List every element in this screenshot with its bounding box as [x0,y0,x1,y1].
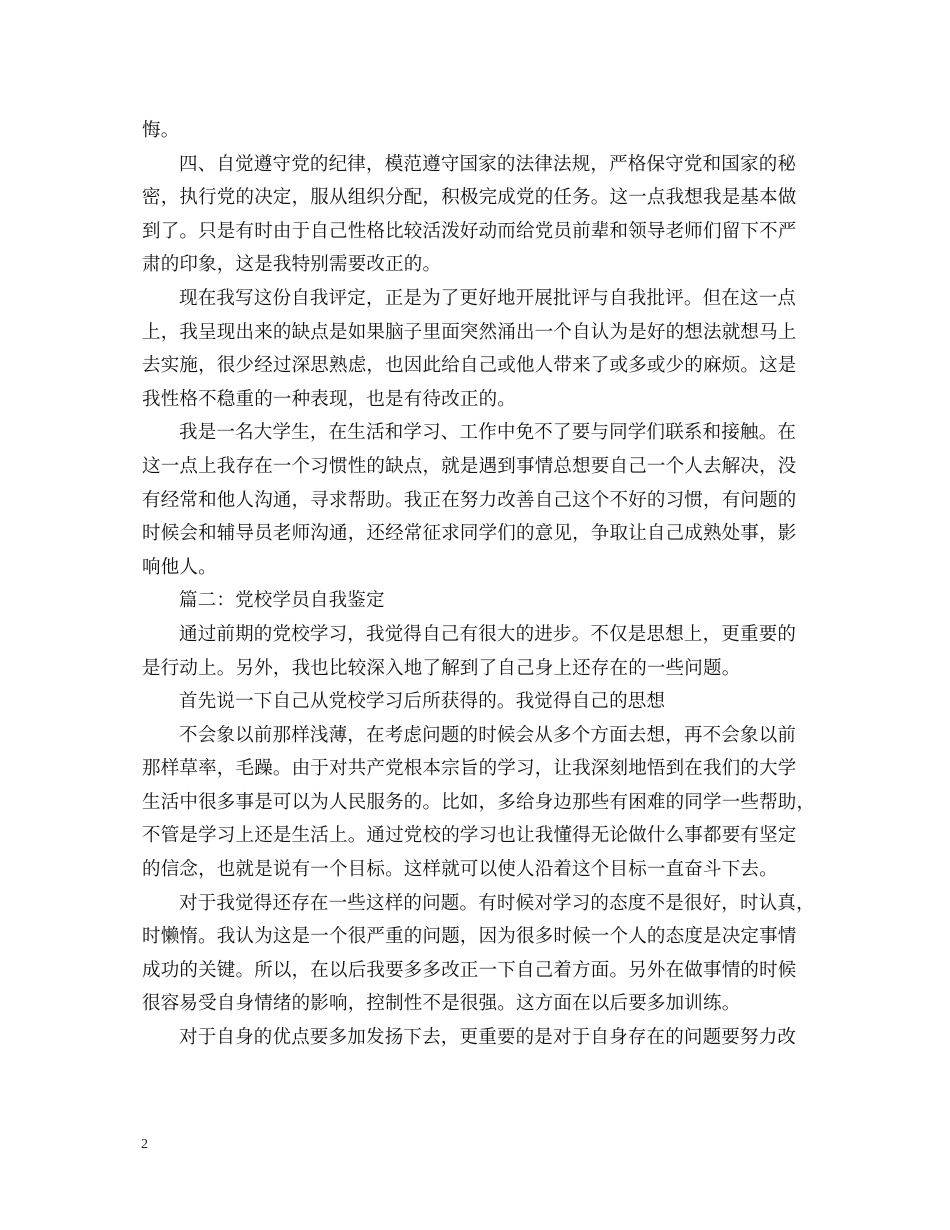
text-line: 时懒惰。我认为这是一个很严重的问题，因为很多时候一个人的态度是决定事情 [142,926,797,948]
text-line: 生活中很多事是可以为人民服务的。比如，多给身边那些有困难的同学一些帮助， [142,791,816,813]
text-line: 对于自身的优点要多加发扬下去，更重要的是对于自身存在的问题要努力改 [179,1027,797,1049]
text-line: 成功的关键。所以，在以后我要多多改正一下自己着方面。另外在做事情的时候 [142,959,797,981]
text-line: 我性格不稳重的一种表现，也是有待改正的。 [142,388,517,410]
page-number: 2 [141,1137,148,1152]
text-line: 对于我觉得还存在一些这样的问题。有时候对学习的态度不是很好，时认真， [179,892,815,914]
text-line: 是行动上。另外，我也比较深入地了解到了自己身上还存在的一些问题。 [142,657,741,679]
text-line: 不会象以前那样浅薄，在考虑问题的时候会从多个方面去想，再不会象以前 [179,724,797,746]
text-line: 那样草率，毛躁。由于对共产党根本宗旨的学习，让我深刻地悟到在我们的大学 [142,758,797,780]
section-heading: 篇二：党校学员自我鉴定 [179,590,385,612]
text-line: 肃的印象，这是我特别需要改正的。 [142,254,442,276]
text-line: 时候会和辅导员老师沟通，还经常征求同学们的意见，争取让自己成熟处事，影 [142,523,797,545]
text-line: 首先说一下自己从党校学习后所获得的。我觉得自己的思想 [179,691,666,713]
text-line: 现在我写这份自我评定，正是为了更好地开展批评与自我批评。但在这一点 [179,287,797,309]
text-line: 不管是学习上还是生活上。通过党校的学习也让我懂得无论做什么事都要有坚定 [142,825,797,847]
text-line: 这一点上我存在一个习惯性的缺点，就是遇到事情总想要自己一个人去解决，没 [142,455,797,477]
text-line: 的信念，也就是说有一个目标。这样就可以使人沿着这个目标一直奋斗下去。 [142,859,778,881]
text-line: 上，我呈现出来的缺点是如果脑子里面突然涌出一个自认为是好的想法就想马上 [142,321,797,343]
document-body [142,114,814,1055]
text-line: 很容易受自身情绪的影响，控制性不是很强。这方面在以后要多加训练。 [142,993,741,1015]
text-line: 到了。只是有时由于自己性格比较活泼好动而给党员前辈和领导老师们留下不严 [142,220,797,242]
text-line: 悔。 [142,120,180,141]
text-line: 有经常和他人沟通，寻求帮助。我正在努力改善自己这个不好的习惯，有问题的 [142,489,797,511]
text-line: 去实施，很少经过深思熟虑，也因此给自己或他人带来了或多或少的麻烦。这是 [142,355,797,377]
text-line: 我是一名大学生，在生活和学习、工作中免不了要与同学们联系和接触。在 [179,422,797,444]
text-line: 响他人。 [142,556,217,578]
text-line: 四、自觉遵守党的纪律，模范遵守国家的法律法规，严格保守党和国家的秘 [179,153,797,175]
text-line: 通过前期的党校学习，我觉得自己有很大的进步。不仅是思想上，更重要的 [179,623,797,645]
text-line: 密，执行党的决定，服从组织分配，积极完成党的任务。这一点我想我是基本做 [142,187,797,209]
